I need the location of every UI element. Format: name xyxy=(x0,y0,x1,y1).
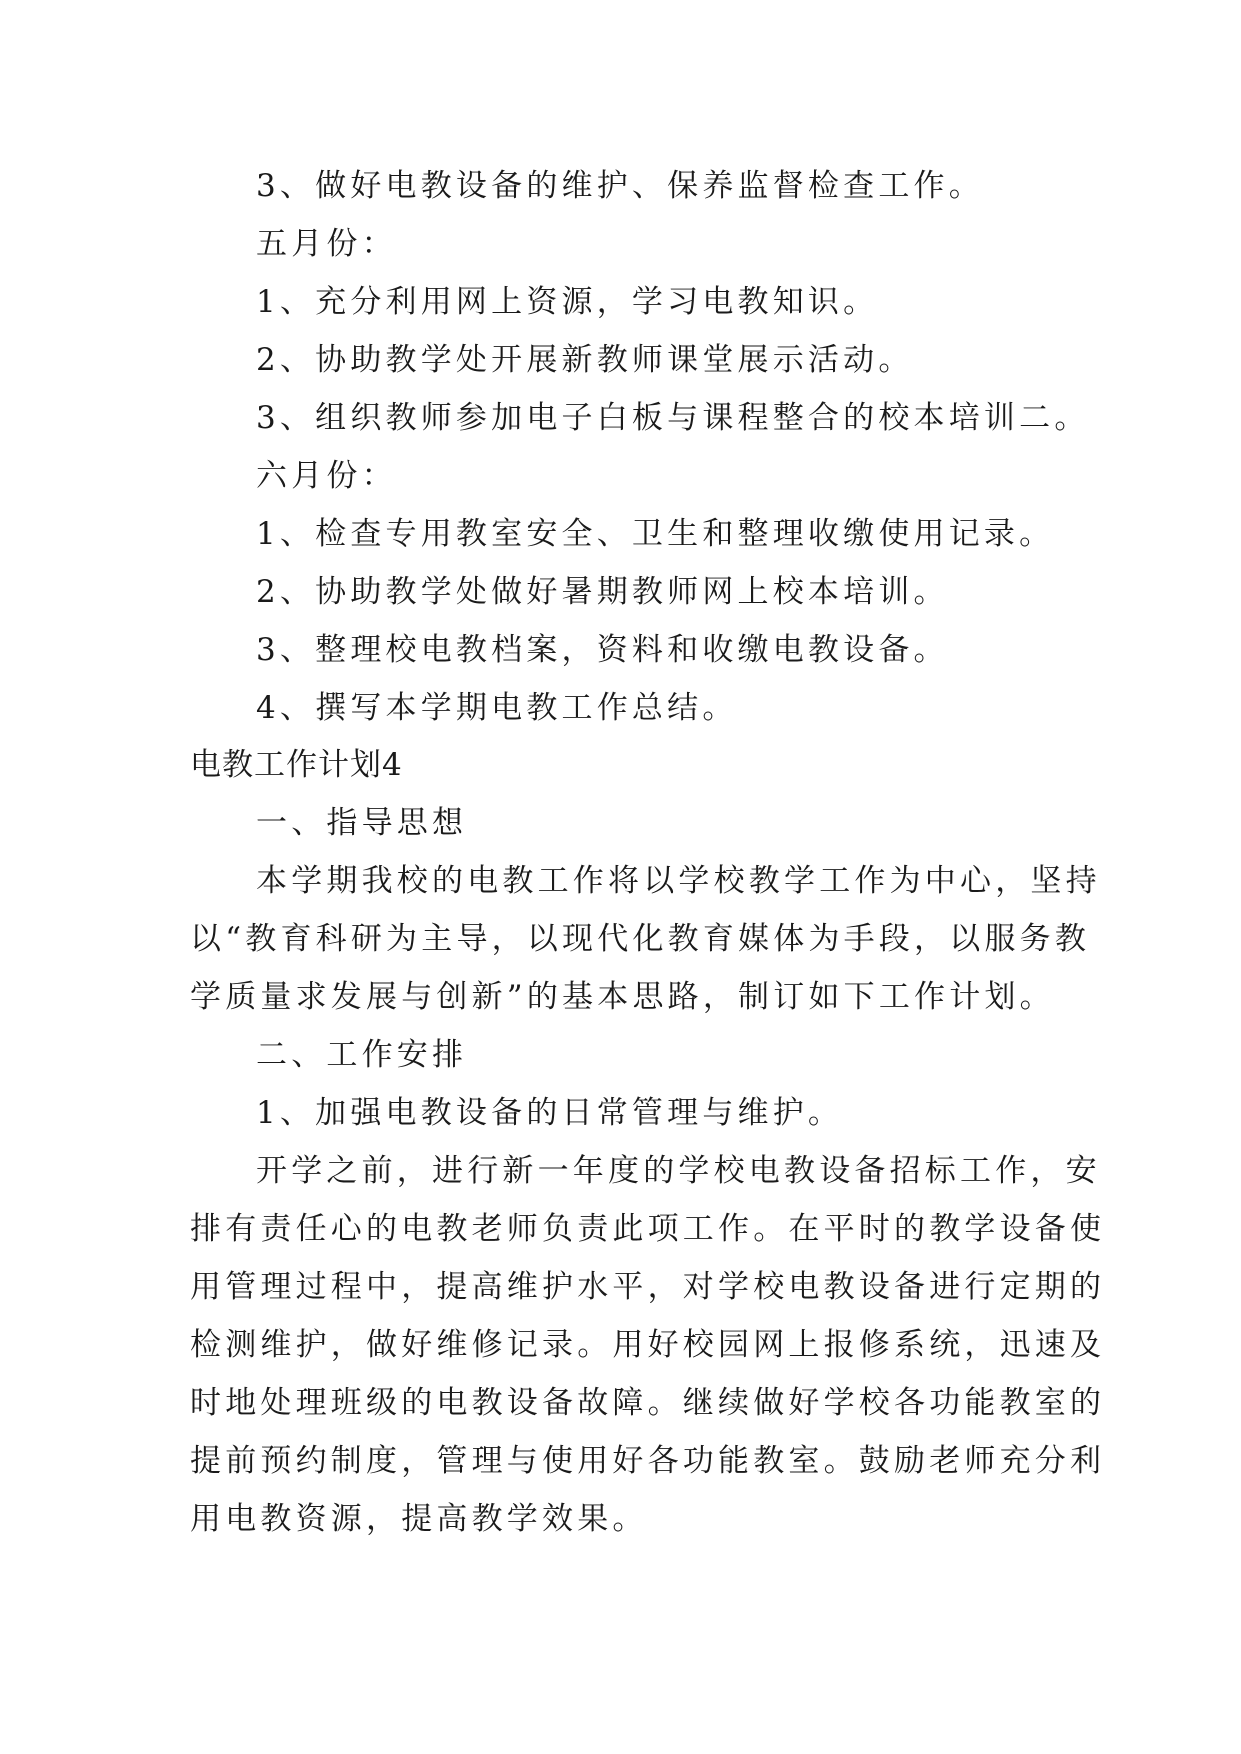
paragraph-line: 1、检查专用教室安全、卫生和整理收缴使用记录。 xyxy=(256,516,1055,552)
paragraph-line: 3、整理校电教档案，资料和收缴电教设备。 xyxy=(256,632,949,668)
paragraph-line: 用电教资源，提高教学效果。 xyxy=(190,1501,648,1537)
paragraph-line: 3、做好电教设备的维护、保养监督检查工作。 xyxy=(256,168,984,204)
section-label-may: 五月份： xyxy=(256,226,397,262)
document-heading: 电教工作计划4 xyxy=(190,747,403,783)
paragraph-line: 时地处理班级的电教设备故障。继续做好学校各功能教室的 xyxy=(190,1385,1106,1421)
paragraph-line: 1、加强电教设备的日常管理与维护。 xyxy=(256,1095,844,1131)
paragraph-line: 以“教育科研为主导，以现代化教育媒体为手段，以服务教 xyxy=(190,921,1091,957)
paragraph-line: 4、撰写本学期电教工作总结。 xyxy=(256,690,738,726)
paragraph-line: 1、充分利用网上资源，学习电教知识。 xyxy=(256,284,879,320)
section-heading: 二、工作安排 xyxy=(256,1037,468,1073)
paragraph-line: 学质量求发展与创新”的基本思路，制订如下工作计划。 xyxy=(190,979,1055,1015)
paragraph-line: 2、协助教学处做好暑期教师网上校本培训。 xyxy=(256,574,949,610)
section-heading: 一、指导思想 xyxy=(256,805,468,841)
paragraph-line: 排有责任心的电教老师负责此项工作。在平时的教学设备使 xyxy=(190,1211,1106,1247)
paragraph-line: 提前预约制度，管理与使用好各功能教室。鼓励老师充分利 xyxy=(190,1443,1106,1479)
paragraph-line: 检测维护，做好维修记录。用好校园网上报修系统，迅速及 xyxy=(190,1327,1106,1363)
section-label-june: 六月份： xyxy=(256,458,397,494)
paragraph-line: 开学之前，进行新一年度的学校电教设备招标工作，安 xyxy=(256,1153,1101,1189)
paragraph-line: 本学期我校的电教工作将以学校教学工作为中心，坚持 xyxy=(256,863,1101,899)
paragraph-line: 3、组织教师参加电子白板与课程整合的校本培训二。 xyxy=(256,400,1090,436)
paragraph-line: 用管理过程中，提高维护水平，对学校电教设备进行定期的 xyxy=(190,1269,1106,1305)
paragraph-line: 2、协助教学处开展新教师课堂展示活动。 xyxy=(256,342,914,378)
